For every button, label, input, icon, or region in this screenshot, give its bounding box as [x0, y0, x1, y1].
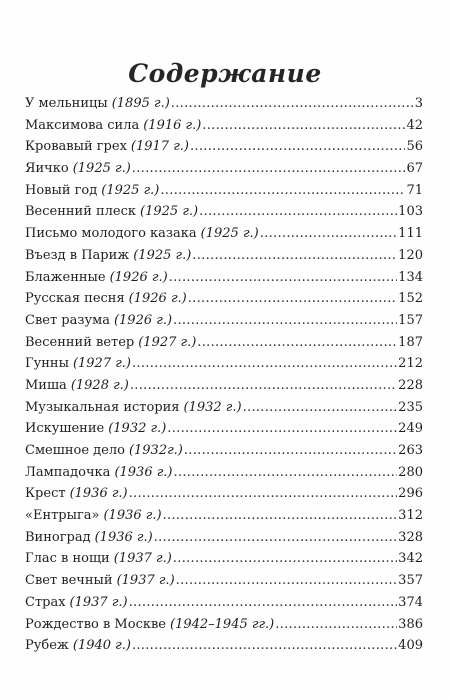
toc-entry	[25, 313, 423, 335]
toc-entry	[25, 508, 423, 530]
toc-entry-page-number: 111	[398, 226, 423, 242]
toc-dot-leader	[154, 530, 398, 545]
toc-entry-title: Миша	[25, 377, 67, 393]
toc-entry-page-number: 374	[398, 594, 423, 610]
toc-entry-page-number: 357	[398, 573, 423, 589]
toc-entry-title: Музыкальная история	[25, 399, 180, 415]
toc-dot-leader	[174, 465, 398, 480]
toc-dot-leader	[184, 443, 397, 458]
toc-entry	[25, 573, 423, 595]
toc-entry-page-number: 249	[398, 421, 423, 437]
toc-entry-page-number: 134	[398, 269, 423, 285]
toc-entry-year: (1936 г.)	[114, 464, 173, 480]
toc-entry	[25, 161, 423, 183]
toc-entry-year: (1942–1945 гг.)	[170, 616, 275, 632]
toc-entry-year: (1895 г.)	[111, 96, 170, 111]
toc-entry-year: (1925 г.)	[72, 161, 131, 177]
toc-entry-page-number: 71	[406, 182, 423, 198]
toc-entry-page-number: 67	[406, 161, 423, 177]
toc-entry-title: Смешное дело	[25, 443, 125, 458]
toc-dot-leader	[132, 161, 406, 176]
toc-entry-year: (1926 г.)	[113, 312, 173, 328]
toc-entry-title: Кровавый грех	[25, 139, 127, 155]
toc-entry	[25, 204, 423, 226]
toc-entry-title: Весенний ветер	[25, 334, 135, 350]
toc-dot-leader	[197, 335, 397, 350]
toc-entry	[25, 356, 423, 378]
toc-entry	[25, 465, 423, 487]
toc-entry-title: Искушение	[25, 421, 105, 437]
toc-entry-year: (1937 г.)	[69, 594, 128, 610]
toc-dot-leader	[129, 486, 398, 501]
toc-entry-year: (1932 г.)	[108, 421, 167, 437]
toc-dot-leader	[163, 508, 398, 523]
toc-entry-page-number: 296	[398, 486, 423, 502]
toc-entry	[25, 226, 423, 248]
table-of-contents	[25, 96, 423, 660]
toc-entry-page-number: 42	[406, 117, 423, 133]
toc-entry-title: Страх	[25, 594, 66, 610]
toc-entry	[25, 551, 423, 573]
toc-entry-title: Рождество в Москве	[25, 616, 166, 632]
toc-entry-page-number: 187	[398, 334, 423, 350]
toc-entry	[25, 248, 423, 270]
toc-dot-leader	[202, 118, 405, 133]
toc-entry-year: (1936 г.)	[94, 529, 153, 545]
toc-entry-title: «Ентрыга»	[25, 508, 100, 524]
toc-dot-leader	[260, 226, 397, 241]
toc-entry-year: (1936 г.)	[69, 486, 128, 502]
toc-entry-title: Блаженные	[25, 269, 106, 285]
toc-dot-leader	[132, 356, 397, 371]
toc-dot-leader	[171, 96, 414, 111]
toc-entry-year: (1925 г.)	[101, 182, 160, 198]
toc-dot-leader	[173, 313, 397, 328]
toc-dot-leader	[129, 595, 398, 610]
toc-entry	[25, 421, 423, 443]
toc-entry-page-number: 212	[398, 356, 423, 372]
toc-entry-page-number: 56	[406, 139, 423, 155]
toc-dot-leader	[275, 617, 397, 632]
toc-entry-page-number: 328	[398, 529, 423, 545]
toc-dot-leader	[167, 421, 397, 436]
toc-dot-leader	[173, 551, 397, 566]
toc-entry	[25, 118, 423, 140]
toc-entry-page-number: 280	[398, 464, 423, 480]
toc-entry-year: (1937 г.)	[116, 573, 175, 589]
toc-entry-title: Въезд в Париж	[25, 247, 130, 263]
toc-entry-year: (1937 г.)	[113, 551, 172, 567]
toc-entry-year: (1916 г.)	[143, 117, 202, 133]
toc-entry-year: (1932 г.)	[183, 399, 242, 415]
toc-entry-year: (1932г.)	[128, 443, 183, 458]
toc-entry-year: (1926 г.)	[128, 291, 187, 307]
toc-entry-page-number: 120	[398, 247, 423, 263]
toc-entry-title: Глас в нощи	[25, 551, 110, 567]
toc-entry-title: Русская песня	[25, 291, 125, 307]
toc-entry-title: Рубеж	[25, 638, 69, 654]
toc-entry	[25, 378, 423, 400]
toc-entry-title: Новый год	[25, 182, 98, 198]
toc-entry-year: (1925 г.)	[200, 226, 259, 242]
toc-entry	[25, 400, 423, 422]
toc-entry	[25, 638, 423, 660]
toc-entry-page-number: 312	[398, 508, 423, 524]
toc-entry	[25, 443, 423, 465]
toc-entry-page-number: 152	[398, 291, 423, 307]
toc-entry-year: (1927 г.)	[72, 356, 131, 372]
toc-entry-year: (1917 г.)	[130, 139, 189, 155]
toc-dot-leader	[192, 248, 397, 263]
toc-dot-leader	[199, 204, 397, 219]
toc-entry	[25, 291, 423, 313]
toc-entry-title: Крест	[25, 486, 66, 502]
toc-dot-leader	[176, 573, 398, 588]
toc-entry-year: (1928 г.)	[70, 377, 129, 393]
toc-dot-leader	[243, 400, 398, 415]
toc-entry-title: Виноград	[25, 529, 91, 545]
toc-entry-page-number: 263	[398, 443, 423, 458]
toc-entry-title: Лампадочка	[25, 464, 111, 480]
toc-entry	[25, 139, 423, 161]
toc-entry-year: (1927 г.)	[138, 334, 197, 350]
toc-dot-leader	[160, 183, 405, 198]
toc-entry	[25, 530, 423, 552]
toc-dot-leader	[169, 270, 398, 285]
toc-entry	[25, 96, 423, 118]
toc-entry-page-number: 386	[398, 616, 423, 632]
toc-entry-title: Максимова сила	[25, 117, 140, 133]
toc-dot-leader	[190, 139, 405, 154]
toc-dot-leader	[130, 378, 397, 393]
toc-entry-title: Весенний плеск	[25, 204, 137, 220]
toc-entry-title: Яичко	[25, 161, 69, 177]
toc-entry-title: У мельницы	[25, 96, 108, 111]
toc-entry-year: (1925 г.)	[140, 204, 199, 220]
toc-entry-page-number: 3	[414, 96, 423, 111]
page-title: Содержание	[128, 59, 322, 88]
toc-entry-year: (1940 г.)	[72, 638, 131, 654]
toc-entry-page-number: 235	[398, 399, 423, 415]
toc-dot-leader	[188, 291, 397, 306]
toc-entry-page-number: 342	[398, 551, 423, 567]
toc-entry-title: Свет вечный	[25, 573, 113, 589]
toc-entry	[25, 595, 423, 617]
toc-entry-title: Свет разума	[25, 312, 110, 328]
toc-entry-page-number: 157	[398, 312, 423, 328]
toc-entry	[25, 270, 423, 292]
toc-entry-title: Письмо молодого казака	[25, 226, 197, 242]
toc-entry	[25, 486, 423, 508]
toc-entry-year: (1936 г.)	[103, 508, 162, 524]
toc-dot-leader	[132, 638, 397, 653]
toc-entry-year: (1926 г.)	[109, 269, 168, 285]
toc-entry-page-number: 228	[398, 377, 423, 393]
toc-entry-title: Гунны	[25, 356, 69, 372]
toc-entry-year: (1925 г.)	[133, 247, 192, 263]
toc-entry	[25, 335, 423, 357]
toc-entry	[25, 183, 423, 205]
toc-entry	[25, 617, 423, 639]
toc-entry-page-number: 409	[398, 638, 423, 654]
toc-entry-page-number: 103	[398, 204, 423, 220]
